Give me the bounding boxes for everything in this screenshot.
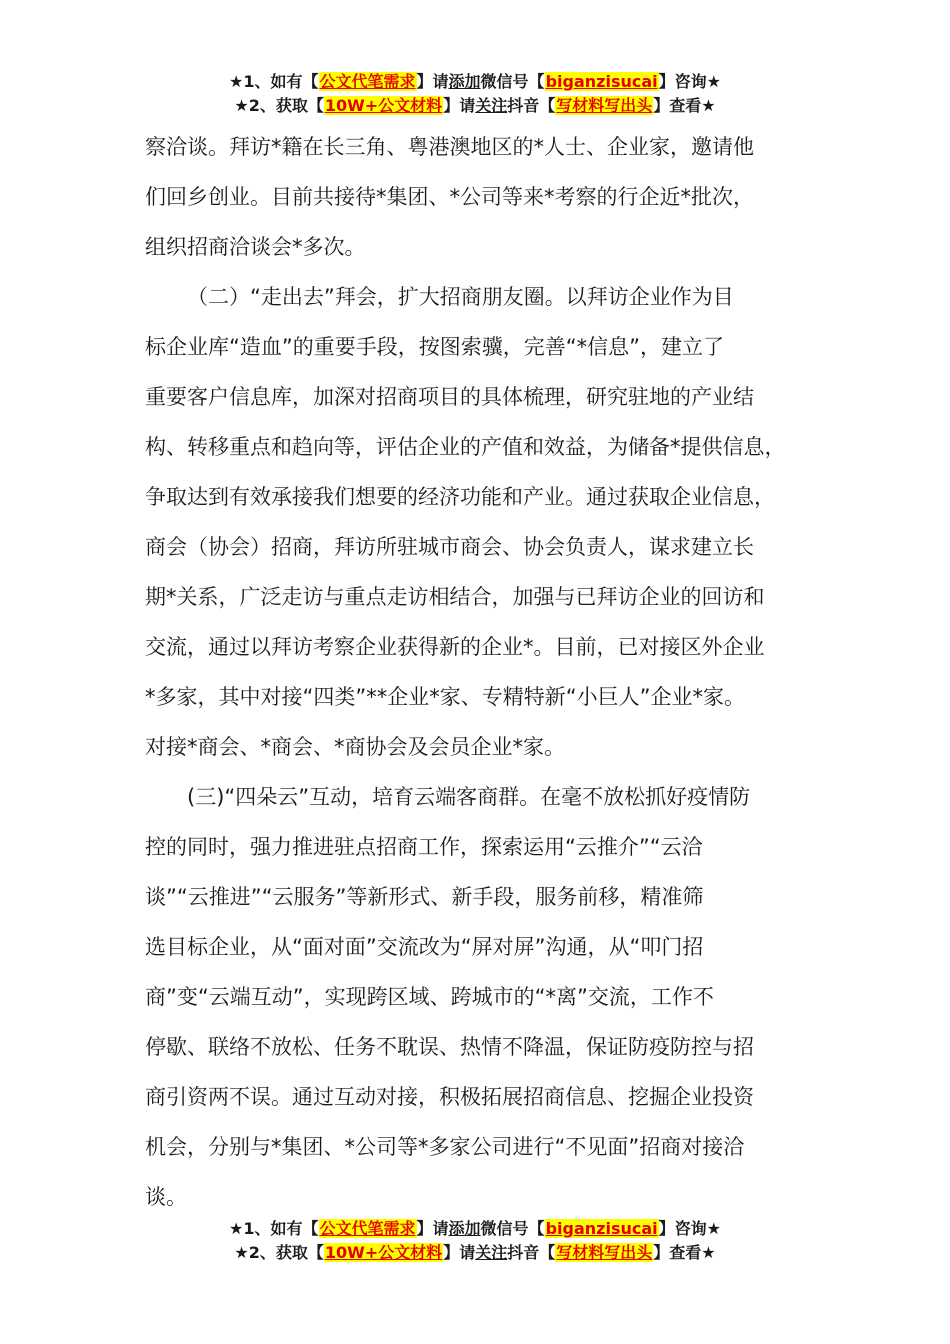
banner-highlight: 公文代笔需求 [319, 1219, 416, 1238]
body-line: 对接*商会、*商会、*商协会及会员企业*家。 [145, 735, 565, 759]
body-line: 谈”“云推进”“云服务”等新形式、新手段，服务前移，精准筛 [145, 885, 704, 909]
banner-text: 】咨询★ [658, 72, 721, 91]
body-line: 商引资两不误。通过互动对接，积极拓展招商信息、挖掘企业投资 [145, 1085, 754, 1109]
body-line: 组织招商洽谈会*多次。 [145, 235, 366, 259]
body-line: 商会（协会）招商，拜访所驻城市商会、协会负责人，谋求建立长 [145, 535, 754, 559]
header-banner [0, 70, 950, 118]
banner-text: 微信号【 [480, 1219, 545, 1238]
banner-highlight: 10W+公文材料 [324, 96, 443, 115]
banner-text: 微信号【 [480, 72, 545, 91]
banner-text: 】查看★ [653, 96, 716, 115]
banner-text: 】咨询★ [658, 1219, 721, 1238]
banner-line-2 [0, 1241, 950, 1265]
body-line: 选目标企业，从“面对面”交流改为“屏对屏”沟通，从“叩门招 [145, 935, 704, 959]
banner-highlight: 写材料写出头 [556, 96, 653, 115]
document-body [145, 122, 835, 1222]
footer-banner [0, 1217, 950, 1265]
banner-text: 抖音【 [507, 1243, 556, 1262]
banner-highlight: 10W+公文材料 [324, 1243, 443, 1262]
banner-highlight: 写材料写出头 [556, 1243, 653, 1262]
body-line: 重要客户信息库，加深对招商项目的具体梳理，研究驻地的产业结 [145, 385, 754, 409]
banner-text: 抖音【 [507, 96, 556, 115]
banner-text: ★1、如有【 [229, 1219, 319, 1238]
body-line: 期*关系，广泛走访与重点走访相结合，加强与已拜访企业的回访和 [145, 585, 765, 609]
banner-text: 】查看★ [653, 1243, 716, 1262]
body-line: 们回乡创业。目前共接待*集团、*公司等来*考察的行企近*批次， [145, 185, 754, 209]
body-line: 察洽谈。拜访*籍在长三角、粤港澳地区的*人士、企业家，邀请他 [145, 135, 754, 159]
banner-text: 】请 [443, 1243, 476, 1262]
banner-text: 】请 [416, 1219, 449, 1238]
banner-line-1 [0, 1217, 950, 1241]
banner-underline: 添加 [448, 72, 481, 91]
banner-highlight: biganzisucai [545, 72, 658, 91]
banner-highlight: biganzisucai [545, 1219, 658, 1238]
banner-highlight: 公文代笔需求 [319, 72, 416, 91]
banner-line-1 [0, 70, 950, 94]
body-line: （二）“走出去”拜会，扩大招商朋友圈。以拜访企业作为目 [187, 285, 734, 309]
banner-text: 】请 [416, 72, 449, 91]
banner-underline: 关注 [475, 96, 508, 115]
banner-text: ★1、如有【 [229, 72, 319, 91]
body-line: 构、转移重点和趋向等，评估企业的产值和效益，为储备*提供信息， [145, 435, 786, 459]
banner-text: ★2、获取【 [234, 1243, 324, 1262]
body-line: 交流，通过以拜访考察企业获得新的企业*。目前，已对接区外企业 [145, 635, 765, 659]
banner-text: ★2、获取【 [234, 96, 324, 115]
body-line: 商”变“云端互动”，实现跨区域、跨城市的“*离”交流，工作不 [145, 985, 714, 1009]
body-line: 机会，分别与*集团、*公司等*多家公司进行“不见面”招商对接洽 [145, 1135, 745, 1159]
body-line: 控的同时，强力推进驻点招商工作，探索运用“云推介”“云洽 [145, 835, 703, 859]
body-line: (三)“四朵云”互动，培育云端客商群。在毫不放松抓好疫情防 [187, 785, 751, 809]
banner-text: 】请 [443, 96, 476, 115]
banner-underline: 关注 [475, 1243, 508, 1262]
body-line: 标企业库“造血”的重要手段，按图索骥，完善“*信息”，建立了 [145, 335, 725, 359]
body-line: 谈。 [145, 1185, 187, 1209]
banner-underline: 添加 [448, 1219, 481, 1238]
body-line: *多家，其中对接“四类”**企业*家、专精特新“小巨人”企业*家。 [145, 685, 746, 709]
banner-line-2 [0, 94, 950, 118]
body-line: 争取达到有效承接我们想要的经济功能和产业。通过获取企业信息， [145, 485, 775, 509]
body-line: 停歇、联络不放松、任务不耽误、热情不降温，保证防疫防控与招 [145, 1035, 754, 1059]
